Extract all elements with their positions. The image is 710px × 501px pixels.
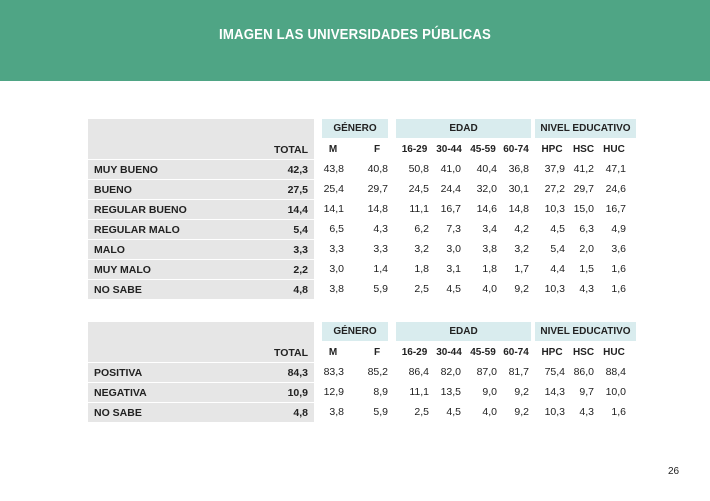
image-table — [88, 322, 636, 422]
cell-huc: 1,6 — [611, 406, 626, 418]
col-m: M — [328, 144, 338, 155]
cell-30-44: 16,7 — [440, 203, 461, 215]
cell-16-29: 6,2 — [414, 223, 429, 235]
table-row — [88, 179, 636, 199]
cell-16-29: 2,5 — [414, 283, 429, 295]
cell-hpc: 75,4 — [544, 366, 565, 378]
row-label: NO SABE — [88, 279, 266, 299]
cell-45-59: 1,8 — [482, 263, 497, 275]
rating-table — [88, 119, 636, 299]
row-label: MUY MALO — [88, 259, 266, 279]
page-number: 26 — [668, 466, 680, 477]
page-title: IMAGEN LAS UNIVERSIDADES PÚBLICAS — [218, 26, 492, 43]
cell-60-74: 36,8 — [508, 163, 529, 175]
cell-m: 3,0 — [329, 263, 344, 275]
cell-total: 4,8 — [266, 402, 314, 422]
col-total: TOTAL — [266, 343, 314, 362]
col-f: F — [373, 347, 381, 358]
group-genero: GÉNERO — [322, 119, 388, 140]
cell-hsc: 4,3 — [579, 406, 594, 418]
total-group-cell — [266, 119, 314, 140]
row-label: REGULAR MALO — [88, 219, 266, 239]
col-hsc: HSC — [572, 347, 595, 358]
cell-30-44: 41,0 — [440, 163, 461, 175]
cell-f: 14,8 — [367, 203, 388, 215]
group-nivel: NIVEL EDUCATIVO — [535, 322, 636, 343]
cell-hsc: 15,0 — [573, 203, 594, 215]
cell-huc: 4,9 — [611, 223, 626, 235]
row-label: BUENO — [88, 179, 266, 199]
cell-hpc: 4,4 — [550, 263, 565, 275]
cell-f: 29,7 — [367, 183, 388, 195]
cell-hpc: 10,3 — [544, 406, 565, 418]
cell-16-29: 1,8 — [414, 263, 429, 275]
cell-16-29: 11,1 — [409, 386, 429, 398]
table-row — [88, 219, 636, 239]
cell-hsc: 9,7 — [579, 386, 594, 398]
cell-hsc: 2,0 — [579, 243, 594, 255]
cell-f: 85,2 — [367, 366, 388, 378]
col-16-29: 16-29 — [401, 144, 428, 155]
col-huc: HUC — [603, 347, 625, 358]
col-hpc: HPC — [541, 144, 563, 155]
row-label: NO SABE — [88, 402, 266, 422]
cell-60-74: 1,7 — [514, 263, 529, 275]
col-45-59: 45-59 — [470, 347, 496, 358]
cell-45-59: 4,0 — [482, 406, 497, 418]
cell-f: 40,8 — [367, 163, 388, 175]
table-row — [88, 199, 636, 219]
cell-m: 25,4 — [323, 183, 344, 195]
cell-30-44: 13,5 — [440, 386, 461, 398]
cell-hsc: 29,7 — [573, 183, 594, 195]
table-row — [88, 239, 636, 259]
cell-60-74: 3,2 — [514, 243, 529, 255]
col-45-59: 45-59 — [470, 144, 496, 155]
cell-hpc: 10,3 — [544, 203, 565, 215]
table-row — [88, 279, 636, 299]
cell-m: 14,1 — [323, 203, 344, 215]
cell-m: 3,8 — [329, 406, 344, 418]
group-edad: EDAD — [396, 322, 531, 343]
col-30-44: 30-44 — [436, 144, 462, 155]
col-30-44: 30-44 — [436, 347, 462, 358]
cell-45-59: 32,0 — [476, 183, 497, 195]
cell-30-44: 3,0 — [446, 243, 461, 255]
cell-total: 42,3 — [266, 159, 314, 179]
cell-60-74: 9,2 — [514, 406, 529, 418]
page-header — [0, 0, 710, 81]
col-16-29: 16-29 — [401, 347, 428, 358]
cell-hpc: 27,2 — [544, 183, 565, 195]
table-row — [88, 382, 636, 402]
cell-huc: 3,6 — [611, 243, 626, 255]
cell-60-74: 9,2 — [514, 386, 529, 398]
cell-hsc: 86,0 — [573, 366, 594, 378]
cell-total: 10,9 — [266, 382, 314, 402]
row-label: MALO — [88, 239, 266, 259]
cell-total: 3,3 — [266, 239, 314, 259]
table-row — [88, 259, 636, 279]
cell-m: 3,3 — [329, 243, 344, 255]
col-f: F — [373, 144, 381, 155]
row-label: NEGATIVA — [88, 382, 266, 402]
cell-30-44: 4,5 — [446, 406, 461, 418]
cell-45-59: 9,0 — [482, 386, 497, 398]
cell-16-29: 11,1 — [409, 203, 429, 215]
cell-45-59: 87,0 — [476, 366, 497, 378]
cell-16-29: 24,5 — [408, 183, 429, 195]
cell-60-74: 4,2 — [514, 223, 529, 235]
cell-30-44: 4,5 — [446, 283, 461, 295]
col-60-74: 60-74 — [503, 347, 529, 358]
cell-f: 3,3 — [373, 243, 388, 255]
col-huc: HUC — [603, 144, 625, 155]
cell-hpc: 10,3 — [544, 283, 565, 295]
cell-hpc: 4,5 — [550, 223, 565, 235]
table-corner — [88, 119, 266, 140]
cell-total: 84,3 — [266, 362, 314, 382]
cell-m: 83,3 — [323, 366, 344, 378]
cell-60-74: 81,7 — [508, 366, 529, 378]
col-60-74: 60-74 — [503, 144, 529, 155]
cell-m: 12,9 — [323, 386, 344, 398]
cell-hsc: 1,5 — [579, 263, 594, 275]
cell-16-29: 3,2 — [414, 243, 429, 255]
cell-30-44: 82,0 — [440, 366, 461, 378]
cell-huc: 88,4 — [605, 366, 626, 378]
cell-16-29: 2,5 — [414, 406, 429, 418]
row-label: MUY BUENO — [88, 159, 266, 179]
cell-m: 6,5 — [329, 223, 344, 235]
cell-30-44: 24,4 — [440, 183, 461, 195]
table-row — [88, 159, 636, 179]
cell-30-44: 3,1 — [446, 263, 461, 275]
cell-f: 4,3 — [373, 223, 388, 235]
cell-huc: 16,7 — [605, 203, 626, 215]
cell-f: 1,4 — [373, 263, 388, 275]
cell-60-74: 9,2 — [514, 283, 529, 295]
cell-45-59: 3,8 — [482, 243, 497, 255]
cell-45-59: 4,0 — [482, 283, 497, 295]
cell-huc: 1,6 — [611, 263, 626, 275]
cell-45-59: 3,4 — [482, 223, 497, 235]
table-corner — [88, 322, 266, 343]
row-label: REGULAR BUENO — [88, 199, 266, 219]
cell-45-59: 14,6 — [476, 203, 497, 215]
cell-total: 14,4 — [266, 199, 314, 219]
cell-60-74: 30,1 — [508, 183, 529, 195]
row-label: POSITIVA — [88, 362, 266, 382]
cell-total: 27,5 — [266, 179, 314, 199]
cell-hsc: 6,3 — [579, 223, 594, 235]
col-hsc: HSC — [572, 144, 595, 155]
total-group-cell — [266, 322, 314, 343]
cell-total: 2,2 — [266, 259, 314, 279]
cell-16-29: 50,8 — [408, 163, 429, 175]
col-total: TOTAL — [266, 140, 314, 159]
group-edad: EDAD — [396, 119, 531, 140]
cell-45-59: 40,4 — [476, 163, 497, 175]
cell-hpc: 14,3 — [544, 386, 565, 398]
cell-huc: 10,0 — [605, 386, 626, 398]
cell-hpc: 5,4 — [550, 243, 565, 255]
cell-f: 5,9 — [373, 406, 388, 418]
table-row — [88, 402, 636, 422]
cell-huc: 1,6 — [611, 283, 626, 295]
col-hpc: HPC — [541, 347, 563, 358]
cell-30-44: 7,3 — [446, 223, 461, 235]
cell-total: 4,8 — [266, 279, 314, 299]
table-row — [88, 362, 636, 382]
cell-16-29: 86,4 — [408, 366, 429, 378]
cell-huc: 24,6 — [605, 183, 626, 195]
group-nivel: NIVEL EDUCATIVO — [535, 119, 636, 140]
cell-m: 43,8 — [323, 163, 344, 175]
group-genero: GÉNERO — [322, 322, 388, 343]
cell-f: 5,9 — [373, 283, 388, 295]
cell-huc: 47,1 — [605, 163, 626, 175]
cell-f: 8,9 — [373, 386, 388, 398]
cell-hsc: 4,3 — [579, 283, 594, 295]
cell-total: 5,4 — [266, 219, 314, 239]
col-m: M — [328, 347, 338, 358]
cell-60-74: 14,8 — [508, 203, 529, 215]
cell-hsc: 41,2 — [573, 163, 594, 175]
cell-hpc: 37,9 — [544, 163, 565, 175]
cell-m: 3,8 — [329, 283, 344, 295]
